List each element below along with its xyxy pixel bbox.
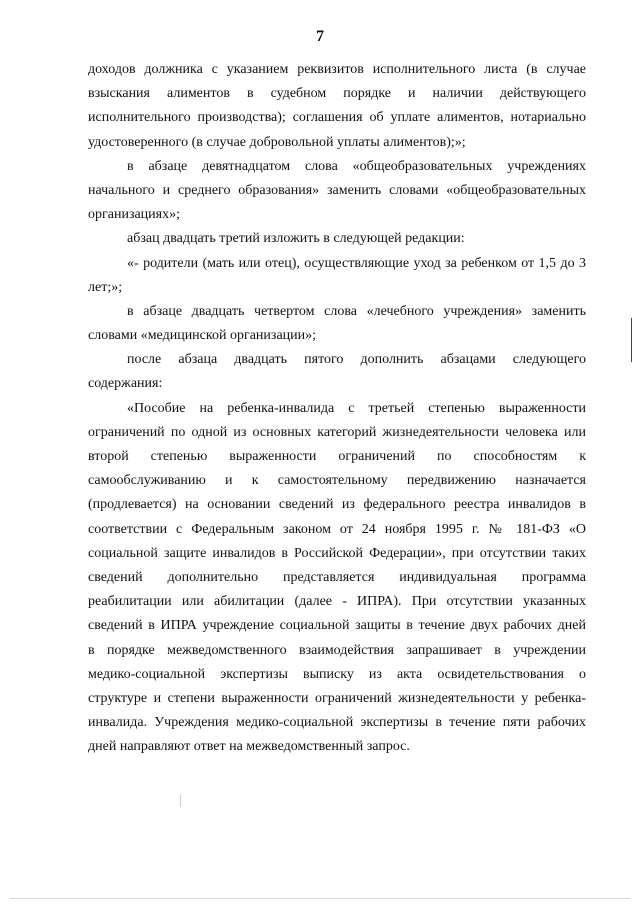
text-line: взыскания алиментов в судебном порядке и наличии действующего [88,86,586,102]
text-line: «Пособие на ребенка-инвалида с третьей степенью выраженности [127,400,586,416]
text-line: самообслуживанию и к самостоятельному передвижению назначается [88,473,586,489]
text-line: дней направляют ответ на межведомственный запрос. [88,739,410,755]
text-line: организациях»; [88,207,180,223]
text-line: после абзаца двадцать пятого дополнить абзацами следующего [127,352,586,368]
text-line: исполнительного производства); соглашения об уплате алиментов, нотариально [88,110,586,126]
scan-artifact-speck [180,795,181,807]
page-number: 7 [316,28,324,45]
text-line: начального и среднего образования» заменить словами «общеобразовательных [88,182,586,198]
text-line: социальной защите инвалидов в Российской Федерации», при отсутствии таких [88,545,586,561]
text-line: структуре и степени выраженности ограничений жизнедеятельности у ребенка- [88,690,586,706]
document-body [88,58,586,759]
scan-artifact-edge [10,898,630,899]
text-line: словами «медицинской организации»; [88,328,317,344]
text-line: содержания: [88,376,163,392]
text-line: в порядке межведомственного взаимодействия запрашивает в учреждении [88,642,586,658]
scan-artifact-mark [631,318,632,362]
text-line: в абзаце девятнадцатом слова «общеобразовательных учреждениях [127,158,586,174]
text-line: удостоверенного (в случае добровольной уплаты алиментов);»; [88,134,466,150]
text-line: сведений дополнительно представляется индивидуальная программа [88,569,586,585]
text-line: реабилитации или абилитации (далее - ИПРА). При отсутствии указанных [88,594,586,610]
text-line: соответствии с Федеральным законом от 24 ноября 1995 г. № 181-ФЗ «О [88,521,586,537]
text-line: доходов должника с указанием реквизитов исполнительного листа (в случае [88,62,586,77]
text-line: лет;»; [88,279,123,295]
text-line: в абзаце двадцать четвертом слова «лечебного учреждения» заменить [127,303,586,319]
text-line: (продлевается) на основании сведений из федерального реестра инвалидов в [88,497,586,513]
text-line: абзац двадцать третий изложить в следующей редакции: [127,231,465,247]
text-line: инвалида. Учреждения медико-социальной экспертизы в течение пяти рабочих [88,715,586,731]
text-line: сведений в ИПРА учреждение социальной защиты в течение двух рабочих дней [88,618,586,634]
text-line: ограничений по одной из основных категорий жизнедеятельности человека или [88,424,586,440]
text-line: «- родители (мать или отец), осуществляющие уход за ребенком от 1,5 до 3 [127,255,586,271]
text-line: медико-социальной экспертизы выписку из акта освидетельствования о [88,666,586,682]
text-line: второй степенью выраженности ограничений по способностям к [88,449,586,464]
